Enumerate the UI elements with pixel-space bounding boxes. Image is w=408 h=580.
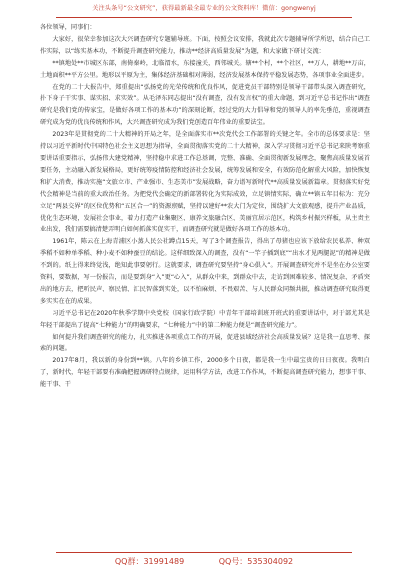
paragraph-2017: 2017年8月，我以新的身份到**镇。八年的乡镇工作，2000多个日夜，都是我一生中最宝贵的日日夜夜。我明白了，新时代，年轻干部要有准确把握调研特点规律，运用科学方法，改进工作作风，不断提高调查研究能力，想事干事、能干事、干 [40, 357, 370, 389]
paragraph-question: 如何提升我们调查研究的能力，扎实推进各项重点工作的开展，促进县域经济社会高质量发展？这是我一直思考、探索的问题。 [40, 333, 370, 353]
paragraph-seven-abilities: 习近平总书记在2020年秋季学期中央党校（国家行政学院）中青年干部培训班开班式的重要讲话中，对于部尤其是年轻干部提出了提高“七种能力”的明确要求，“七种能力”中的第二种能力便是“调查研究能力”。 [40, 309, 370, 329]
paragraph-chen-yun: 1961年，陈云在上海青浦区小蒸人民公社蹲点15天，写了3个调查报告，得出了母猪也应该下放给农民私养、种双季稻不如种单季稻、种小麦不如种蚕豆的结论。这样细致深入的调查，没有“一竿子插到底”“出水才见两腿泥”的精神是做不到的。纸上得来终觉浅，绝知此事要躬行。这就要求，调查研究要坚持“身心俱入”。开展调查研究并不是坐在办公室要资料，要数据，写一份报告，而是要到身“入”更“心入”，从群众中来，到群众中去，走访到困难较多、情况复杂、矛盾突出的地方去，把听民声、察民情、汇民智落到实处，以不怕麻烦、不畏艰苦、与人民群众同频共振，推动调查研究取得更多实实在在的成果。 [40, 238, 370, 305]
footer [0, 552, 408, 572]
paragraph-2023-goals: 2023年是贯彻党的二十大精神的开局之年，是全面落实市**次党代会工作部署的关键之年。全市的总体要求是：坚持以习近平新时代中国特色社会主义思想为指导，全面贯彻落实党的二十大精神，深入学习贯彻习近平总书记来陕考察重要讲话重要指示，弘扬伟大建党精神，坚持稳中求进工作总基调，完整、准确、全面贯彻新发展理念，聚焦高质量发展首要任务，主动融入新发展格局，更好统筹疫情防控和经济社会发展，统筹发展和安全，有效防范化解重大风险，加快恢复和扩大消费，推动实施“文旅立市、产业强市、生态美市”发展战略，奋力谱写新时代**高质量发展新篇章。贯彻落实好党代会精神是当前的重大政治任务。为把党代会确定的新部署转化为实际成效，立足镇情实际，确立**镇五年目标为：充分立足“两县交界”的区位优势和“五区合一”的资源禀赋，坚持以建好**农大门为定位，围绕扩大文旅观感，提升产业品质，优化生态环境，发展社会事业，着力打造产业集聚区、康养文旅融合区、美丽宜居示范区，构筑乡村振兴样板，从主责主业出发，我们需要搞清楚弄明白如何抓落实促实干，而调查研究就是做好各项工作的基本功。 [40, 131, 370, 234]
salutation: 各位领导，同事们： [40, 24, 96, 31]
footer-qq-number: QQ号：535304092 [218, 557, 294, 566]
paragraph-party-report: 在党的二十大报告中，郑重提出“弘扬党的光荣传统和优良作风，促进党员干部特别是领导干部带头深入调查研究，扑下身子干实事、谋实招、求实效”。从毛泽东同志提出“没有调查，没有发言权”的重大命题，到习近平总书记作出“调查研究是我们党的传家宝，是做好各项工作的基本功”的深刻论断，经过党的大力倡导和党的领导人的率先垂范，重视调查研究成为党的优良传统和作风，大兴调查研究成为我们党创造百年伟业的重要法宝。 [40, 83, 370, 127]
paragraph-intro: 大家好，很荣幸参加这次大兴调查研究专题辅导班。下面，按照会议安排，我就此次专题辅导所学所思，结合自己工作实际，以“练实基本功，不断提升调查研究能力，推动**经济高质量发展”为题，和大家做下研讨交流： [40, 35, 370, 55]
footer-qq-group: QQ群：31991489 [114, 557, 185, 566]
document-body [40, 22, 370, 391]
top-banner: 关注头条号“公文研究”，获得最新最全最专业的公文资料库！微信：gongwenyj [92, 5, 316, 12]
paragraph-town-overview: **镇地处**市城区东部，南倚秦岭，北临渭水，东接潼关，西邻城关。辖**个村，**个社区，**万人，耕地**万亩，土地面积**平方公里。地形以平原为主，集体经济基础相对薄弱，经济发展基本保持平稳发展态势，各项事业全面进步。 [40, 59, 370, 79]
banner-divider [56, 17, 352, 18]
